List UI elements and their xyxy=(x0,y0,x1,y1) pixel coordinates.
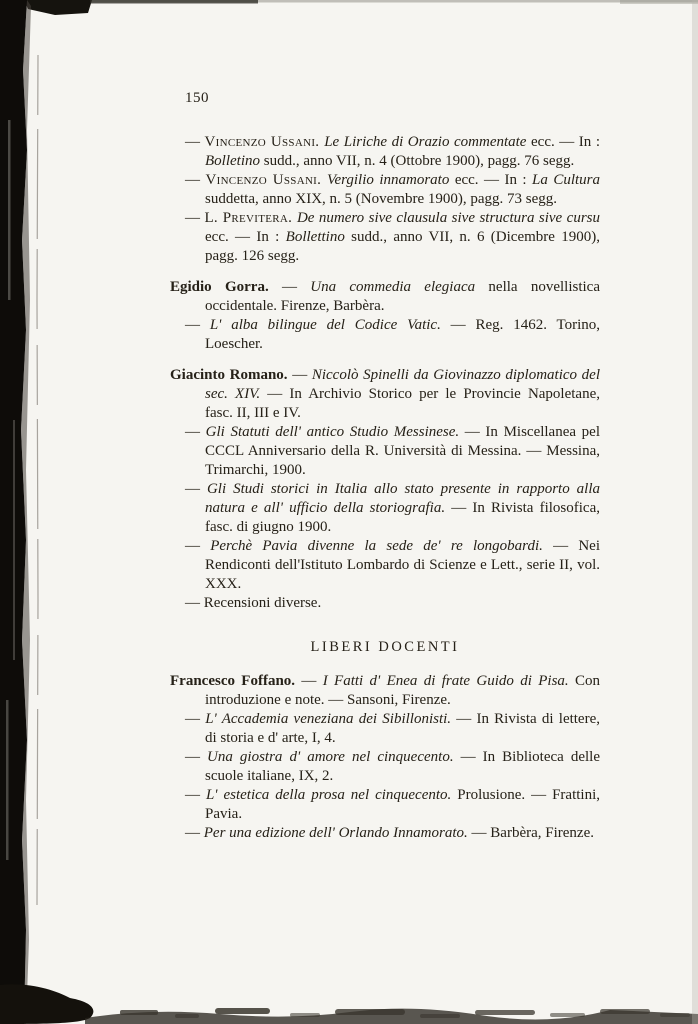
text-segment-italic: Per una edizione dell' Orlando Innamorato. xyxy=(203,825,468,841)
text-segment-plain: sudd., anno VII, n. 6 (Dicembre 1900), pagg. 126 segg. xyxy=(205,229,600,264)
text-segment-italic: Bollettino xyxy=(285,229,345,245)
top-edge-shadow xyxy=(0,0,698,3)
bibliography-section xyxy=(170,278,600,354)
bibliography-entry xyxy=(170,480,600,537)
bottom-left-ink-blot xyxy=(0,984,93,1024)
text-segment-plain: — xyxy=(185,134,205,150)
bibliography-entry xyxy=(170,423,600,480)
text-segment-plain: ecc. — In : xyxy=(205,229,286,245)
text-segment-italic: Niccolò Spinelli da Giovinazzo diplomatico del sec. XIV. xyxy=(205,367,601,402)
top-ink-streak xyxy=(90,0,258,4)
text-segment-plain: — Nei Rendiconti dell'Istituto Lombardo di Scienze e Lett., serie II, vol. XXX. xyxy=(205,538,600,592)
binding-light-streak xyxy=(8,120,11,300)
bibliography-entry xyxy=(170,710,600,748)
bottom-speckles xyxy=(120,1008,690,1018)
text-segment-smallcaps: L. Previtera. xyxy=(204,210,297,226)
bibliography-section xyxy=(170,366,600,613)
text-segment-plain: — In Rivista di lettere, di storia e d' arte, I, 4. xyxy=(205,711,600,746)
bibliography-entry xyxy=(170,824,600,843)
binding-shadow-soft-edge xyxy=(21,0,31,1024)
bibliography-entry xyxy=(170,537,600,594)
text-segment-plain: — Barbèra, Firenze. xyxy=(467,825,594,841)
text-segment-italic: Perchè Pavia divenne la sede de' re longobardi. xyxy=(210,538,543,554)
text-segment-plain: — xyxy=(295,673,323,689)
bibliography-entry xyxy=(170,133,600,171)
text-segment-plain: — xyxy=(185,210,205,226)
text-segment-plain: — xyxy=(185,825,204,841)
text-segment-plain: ecc. — In : xyxy=(449,172,533,188)
text-segment-italic: Le Liriche di Orazio commentate xyxy=(324,134,527,150)
page-number: 150 xyxy=(185,90,209,106)
text-segment-plain: — xyxy=(185,172,206,188)
text-segment-plain: sudd., anno VII, n. 4 (Ottobre 1900), pagg. 76 segg. xyxy=(260,153,575,169)
section-heading: LIBERI DOCENTI xyxy=(310,639,460,655)
text-segment-plain: — xyxy=(185,538,211,554)
bibliography-entry xyxy=(170,366,600,423)
text-segment-italic: L' Accademia veneziana dei Sibillonisti. xyxy=(205,711,452,727)
text-segment-bold: Giacinto Romano. xyxy=(170,367,288,383)
text-segment-italic: L' alba bilingue del Codice Vatic. xyxy=(209,317,441,333)
right-edge-shadow xyxy=(692,0,698,1024)
text-segment-plain: — xyxy=(185,787,206,803)
text-segment-plain: Prolusione. — Frattini, Pavia. xyxy=(205,787,601,822)
bottom-edge-band xyxy=(85,1009,698,1024)
binding-light-streak xyxy=(13,420,15,660)
text-segment-plain: — xyxy=(185,424,206,440)
top-right-edge-shadow xyxy=(620,0,698,4)
text-segment-plain: — In Rivista filosofica, fasc. di giugno 1900. xyxy=(205,500,600,535)
text-segment-italic: Una commedia elegiaca xyxy=(310,279,476,295)
text-segment-plain: — Reg. 1462. Torino, Loescher. xyxy=(205,317,601,352)
text-segment-plain: — In Archivio Storico per le Provincie Napoletane, fasc. II, III e IV. xyxy=(205,386,600,421)
text-segment-smallcaps: Vincenzo Ussani. xyxy=(205,172,327,188)
bibliography-entry xyxy=(170,171,600,209)
text-segment-italic: I Fatti d' Enea di frate Guido di Pisa. xyxy=(322,673,569,689)
text-segment-italic: L' estetica della prosa nel cinquecento. xyxy=(205,787,452,803)
text-segment-italic: Una giostra d' amore nel cinquecento. xyxy=(207,749,454,765)
bibliography-entry xyxy=(170,594,600,613)
text-segment-plain: — xyxy=(185,481,207,497)
text-segment-plain: — In Miscellanea pel CCCL Anniversario della R. Università di Messina. — Messina, Trimarchi, 1900. xyxy=(205,424,601,478)
bibliography-entry xyxy=(170,278,600,316)
bibliography-section xyxy=(170,672,600,843)
text-segment-plain: — xyxy=(185,749,208,765)
text-segment-italic: De numero sive clausula sive structura sive cursu xyxy=(296,210,601,226)
top-left-ink-blot xyxy=(24,0,92,15)
text-segment-italic: Gli Studi storici in Italia allo stato presente in rapporto alla natura e all' ufficio della storiografia. xyxy=(205,481,600,516)
bibliography-entry xyxy=(170,209,600,266)
text-segment-bold: Egidio Gorra. xyxy=(170,279,269,295)
text-segment-italic: Bolletino xyxy=(205,153,260,169)
page-content xyxy=(170,90,600,843)
text-segment-italic: Vergilio innamorato xyxy=(326,172,450,188)
binding-light-streak xyxy=(6,700,9,860)
bibliography-section xyxy=(170,133,600,266)
text-segment-plain: — Recensioni diverse. xyxy=(185,595,322,611)
binding-shadow xyxy=(0,0,27,1024)
text-segment-plain: — In Biblioteca delle scuole italiane, IX, 2. xyxy=(205,749,601,784)
bibliography-list xyxy=(170,133,600,843)
bibliography-entry xyxy=(170,748,600,786)
text-segment-italic: La Cultura xyxy=(532,172,601,188)
bibliography-entry xyxy=(170,786,600,824)
text-segment-plain: suddetta, anno XIX, n. 5 (Novembre 1900), pagg. 73 segg. xyxy=(205,191,558,207)
text-segment-smallcaps: Vincenzo Ussani. xyxy=(204,134,325,150)
gutter-crease-line xyxy=(37,55,38,905)
bibliography-entry xyxy=(170,316,600,354)
text-segment-plain: Con introduzione e note. — Sansoni, Firenze. xyxy=(205,673,601,708)
text-segment-plain: — xyxy=(268,279,311,295)
text-segment-bold: Francesco Foffano. xyxy=(170,673,296,689)
text-segment-plain: nella novellistica occidentale. Firenze, Barbèra. xyxy=(205,279,600,314)
text-segment-plain: — xyxy=(185,317,210,333)
bibliography-entry xyxy=(170,672,600,710)
text-segment-plain: — xyxy=(287,367,312,383)
text-segment-plain: — xyxy=(185,711,206,727)
text-segment-plain: ecc. — In : xyxy=(526,134,601,150)
text-segment-italic: Gli Statuti dell' antico Studio Messinese. xyxy=(205,424,460,440)
